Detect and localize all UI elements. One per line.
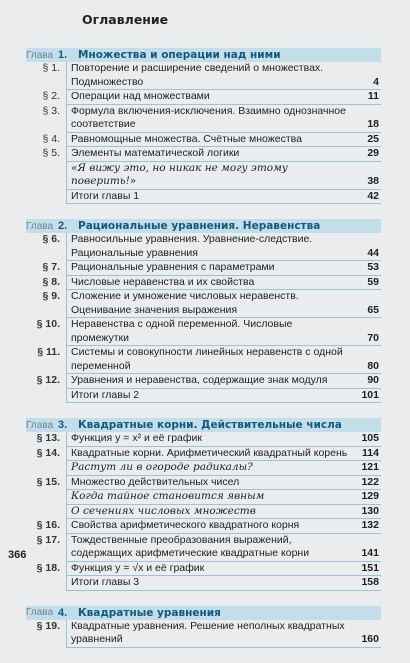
entry-page: 80 bbox=[367, 359, 379, 372]
toc-entry bbox=[26, 346, 381, 374]
chapter-block bbox=[0, 219, 410, 403]
section-number bbox=[26, 133, 66, 147]
chapter-title: Множества и операции над ними bbox=[78, 49, 281, 61]
entry-body bbox=[66, 432, 381, 447]
toc-entry bbox=[26, 261, 381, 276]
entry-body bbox=[66, 346, 381, 374]
entry-body bbox=[66, 290, 381, 318]
section-number-text: § 6. bbox=[42, 233, 60, 245]
entry-body bbox=[66, 190, 381, 205]
entry-page: 42 bbox=[367, 189, 379, 202]
chapter-title: Квадратные уравнения bbox=[78, 606, 221, 619]
entry-page: 90 bbox=[367, 374, 379, 386]
entry-page: 130 bbox=[361, 504, 379, 517]
entry-page: 121 bbox=[361, 461, 379, 473]
toc-entry bbox=[26, 519, 381, 534]
entry-title: Сложение и умножение числовых неравенств. Оценивание значения выражения bbox=[71, 290, 299, 316]
entry-body bbox=[66, 620, 381, 648]
entry-page: 105 bbox=[361, 432, 379, 444]
entry-body bbox=[66, 90, 381, 105]
page-title: Оглавление bbox=[82, 12, 169, 27]
entry-title: Системы и совокупности линейных неравенств с одной переменной bbox=[71, 346, 343, 372]
entry-page: 25 bbox=[367, 132, 379, 145]
toc-entry bbox=[26, 374, 381, 389]
entry-body bbox=[66, 162, 381, 190]
entry-page: 122 bbox=[361, 475, 379, 488]
entry-title: Рациональные уравнения с параметрами bbox=[71, 261, 275, 273]
entry-body bbox=[66, 133, 381, 148]
entry-body bbox=[66, 490, 381, 505]
entry-title: Формула включения-исключения. Взаимно однозначное соответствие bbox=[71, 104, 346, 130]
page-number: 366 bbox=[8, 549, 27, 561]
chapter-block bbox=[0, 48, 410, 204]
toc-entry bbox=[26, 534, 381, 562]
section-number bbox=[26, 374, 66, 388]
section-number bbox=[26, 476, 66, 490]
section-number-text: § 17. bbox=[36, 533, 60, 546]
chapter-prefix: Глава bbox=[26, 607, 54, 618]
entry-page: 44 bbox=[367, 246, 379, 259]
toc-entry bbox=[26, 490, 381, 505]
toc-entry bbox=[26, 432, 381, 447]
section-number bbox=[26, 432, 66, 446]
entry-body bbox=[66, 233, 381, 261]
entry-page: 18 bbox=[367, 118, 379, 130]
entry-title: Числовые неравенства и их свойства bbox=[71, 275, 255, 288]
entry-body bbox=[66, 519, 381, 534]
section-number-text: § 16. bbox=[36, 519, 60, 531]
entry-body bbox=[66, 374, 381, 389]
chapter-header bbox=[26, 418, 381, 432]
section-number bbox=[26, 346, 66, 360]
entry-page: 129 bbox=[361, 490, 379, 502]
toc-entry bbox=[26, 162, 381, 190]
toc-entry bbox=[26, 476, 381, 491]
section-number bbox=[26, 534, 66, 548]
chapter-number: 4. bbox=[58, 606, 68, 619]
entry-body bbox=[66, 318, 381, 346]
entry-title: О сечениях числовых множеств bbox=[71, 504, 256, 517]
entry-body bbox=[66, 576, 381, 591]
section-number-text: § 5. bbox=[42, 147, 60, 159]
entry-page: 141 bbox=[361, 547, 379, 559]
entry-body bbox=[66, 505, 381, 520]
entry-title: Тождественные преобразования выражений, содержащих арифметические квадратные корни bbox=[71, 533, 310, 559]
entry-body bbox=[66, 389, 381, 404]
toc-entry bbox=[26, 133, 381, 148]
entry-page: 38 bbox=[367, 175, 379, 187]
entry-title: Повторение и расширение сведений о множествах. Подмножество bbox=[71, 62, 324, 88]
entry-title: Итоги главы 2 bbox=[71, 388, 140, 401]
section-number bbox=[26, 105, 66, 119]
entry-body bbox=[66, 276, 381, 291]
section-number bbox=[26, 62, 66, 76]
chapter-prefix: Глава bbox=[26, 220, 54, 232]
chapter-block bbox=[0, 418, 410, 591]
entry-page: 29 bbox=[367, 147, 379, 159]
entry-page: 114 bbox=[362, 446, 379, 459]
toc-entry bbox=[26, 147, 381, 162]
chapter-prefix: Глава bbox=[26, 419, 54, 431]
entry-body bbox=[66, 62, 381, 90]
toc-entry bbox=[26, 233, 381, 261]
section-number-text: § 15. bbox=[36, 475, 60, 488]
chapter-number: 2. bbox=[58, 220, 68, 232]
entry-body bbox=[66, 476, 381, 491]
toc-entry bbox=[26, 105, 381, 133]
entry-page: 4 bbox=[373, 75, 379, 88]
entry-title: Свойства арифметического квадратного корня bbox=[71, 519, 300, 531]
chapter-prefix: Глава bbox=[26, 49, 54, 61]
chapter-title: Рациональные уравнения. Неравенства bbox=[78, 220, 321, 232]
section-number bbox=[26, 233, 66, 247]
entry-title: Функция y = x² и её график bbox=[71, 432, 202, 444]
section-number bbox=[26, 276, 66, 290]
toc-entry bbox=[26, 290, 381, 318]
entry-title: «Я вижу это, но никак не могу этому поверить!» bbox=[71, 161, 288, 187]
entry-title: Операции над множествами bbox=[71, 90, 210, 102]
entry-page: 132 bbox=[361, 519, 379, 531]
toc-entry bbox=[26, 389, 381, 404]
entry-title: Функция y = √x и её график bbox=[71, 561, 205, 574]
toc-entry bbox=[26, 447, 381, 462]
section-number-text: § 2. bbox=[42, 90, 60, 102]
section-number-text: § 12. bbox=[36, 374, 60, 386]
entry-body bbox=[66, 534, 381, 562]
chapter-block bbox=[0, 606, 410, 648]
chapter-title: Квадратные корни. Действительные числа bbox=[78, 419, 342, 431]
chapter-number: 3. bbox=[58, 419, 68, 431]
section-number bbox=[26, 519, 66, 533]
entry-title: Квадратные корни. Арифметический квадратный корень bbox=[71, 446, 348, 459]
entry-title: Квадратные уравнения. Решение неполных квадратных уравнений bbox=[71, 619, 345, 645]
entry-title: Равномощные множества. Счётные множества bbox=[71, 132, 302, 145]
section-number-text: § 3. bbox=[42, 104, 60, 117]
entry-page: 65 bbox=[367, 303, 379, 316]
entry-title: Итоги главы 3 bbox=[71, 576, 140, 588]
section-number bbox=[26, 447, 66, 461]
section-number-text: § 13. bbox=[36, 432, 60, 444]
entry-title: Множество действительных чисел bbox=[71, 475, 240, 488]
entry-page: 101 bbox=[361, 388, 379, 401]
toc-entry bbox=[26, 318, 381, 346]
chapter-header bbox=[26, 48, 381, 62]
chapter-number: 1. bbox=[58, 49, 68, 61]
toc-entry bbox=[26, 576, 381, 591]
entry-page: 70 bbox=[367, 331, 379, 344]
section-number bbox=[26, 290, 66, 304]
entry-title: Неравенства с одной переменной. Числовые промежутки bbox=[71, 318, 293, 344]
entry-body bbox=[66, 147, 381, 162]
entry-page: 158 bbox=[361, 576, 379, 588]
table-of-contents bbox=[0, 48, 410, 663]
toc-entry bbox=[26, 62, 381, 90]
entry-title: Итоги главы 1 bbox=[71, 189, 140, 202]
entry-page: 59 bbox=[367, 275, 379, 288]
toc-entry bbox=[26, 90, 381, 105]
chapter-header bbox=[26, 606, 381, 620]
section-number-text: § 8. bbox=[42, 275, 60, 288]
section-number bbox=[26, 261, 66, 275]
section-number-text: § 18. bbox=[36, 561, 60, 574]
section-number-text: § 19. bbox=[36, 619, 60, 632]
section-number-text: § 1. bbox=[42, 62, 60, 74]
entry-page: 11 bbox=[367, 90, 379, 102]
entry-body bbox=[66, 562, 381, 577]
entry-page: 53 bbox=[367, 261, 379, 273]
entry-body bbox=[66, 105, 381, 133]
toc-entry bbox=[26, 190, 381, 205]
entry-page: 151 bbox=[361, 561, 379, 574]
section-number bbox=[26, 562, 66, 576]
toc-entry bbox=[26, 276, 381, 291]
section-number-text: § 7. bbox=[42, 261, 60, 273]
section-number-text: § 9. bbox=[42, 290, 60, 302]
section-number bbox=[26, 318, 66, 332]
entry-body bbox=[66, 447, 381, 462]
toc-entry bbox=[26, 620, 381, 648]
entry-body bbox=[66, 461, 381, 476]
section-number bbox=[26, 147, 66, 161]
entry-title: Равносильные уравнения. Уравнение-следствие. Рациональные уравнения bbox=[71, 233, 313, 259]
section-number bbox=[26, 90, 66, 104]
section-number-text: § 11. bbox=[37, 346, 60, 358]
section-number-text: § 14. bbox=[36, 446, 60, 459]
entry-title: Элементы математической логики bbox=[71, 147, 240, 159]
entry-title: Растут ли в огороде радикалы? bbox=[71, 461, 253, 473]
section-number bbox=[26, 620, 66, 634]
section-number-text: § 10. bbox=[36, 318, 60, 330]
toc-entry bbox=[26, 505, 381, 520]
toc-entry bbox=[26, 461, 381, 476]
chapter-header bbox=[26, 219, 381, 233]
entry-page: 160 bbox=[361, 633, 379, 645]
entry-title: Когда тайное становится явным bbox=[71, 490, 265, 502]
entry-title: Уравнения и неравенства, содержащие знак модуля bbox=[71, 374, 328, 386]
entry-body bbox=[66, 261, 381, 276]
toc-entry bbox=[26, 562, 381, 577]
section-number-text: § 4. bbox=[42, 132, 60, 145]
